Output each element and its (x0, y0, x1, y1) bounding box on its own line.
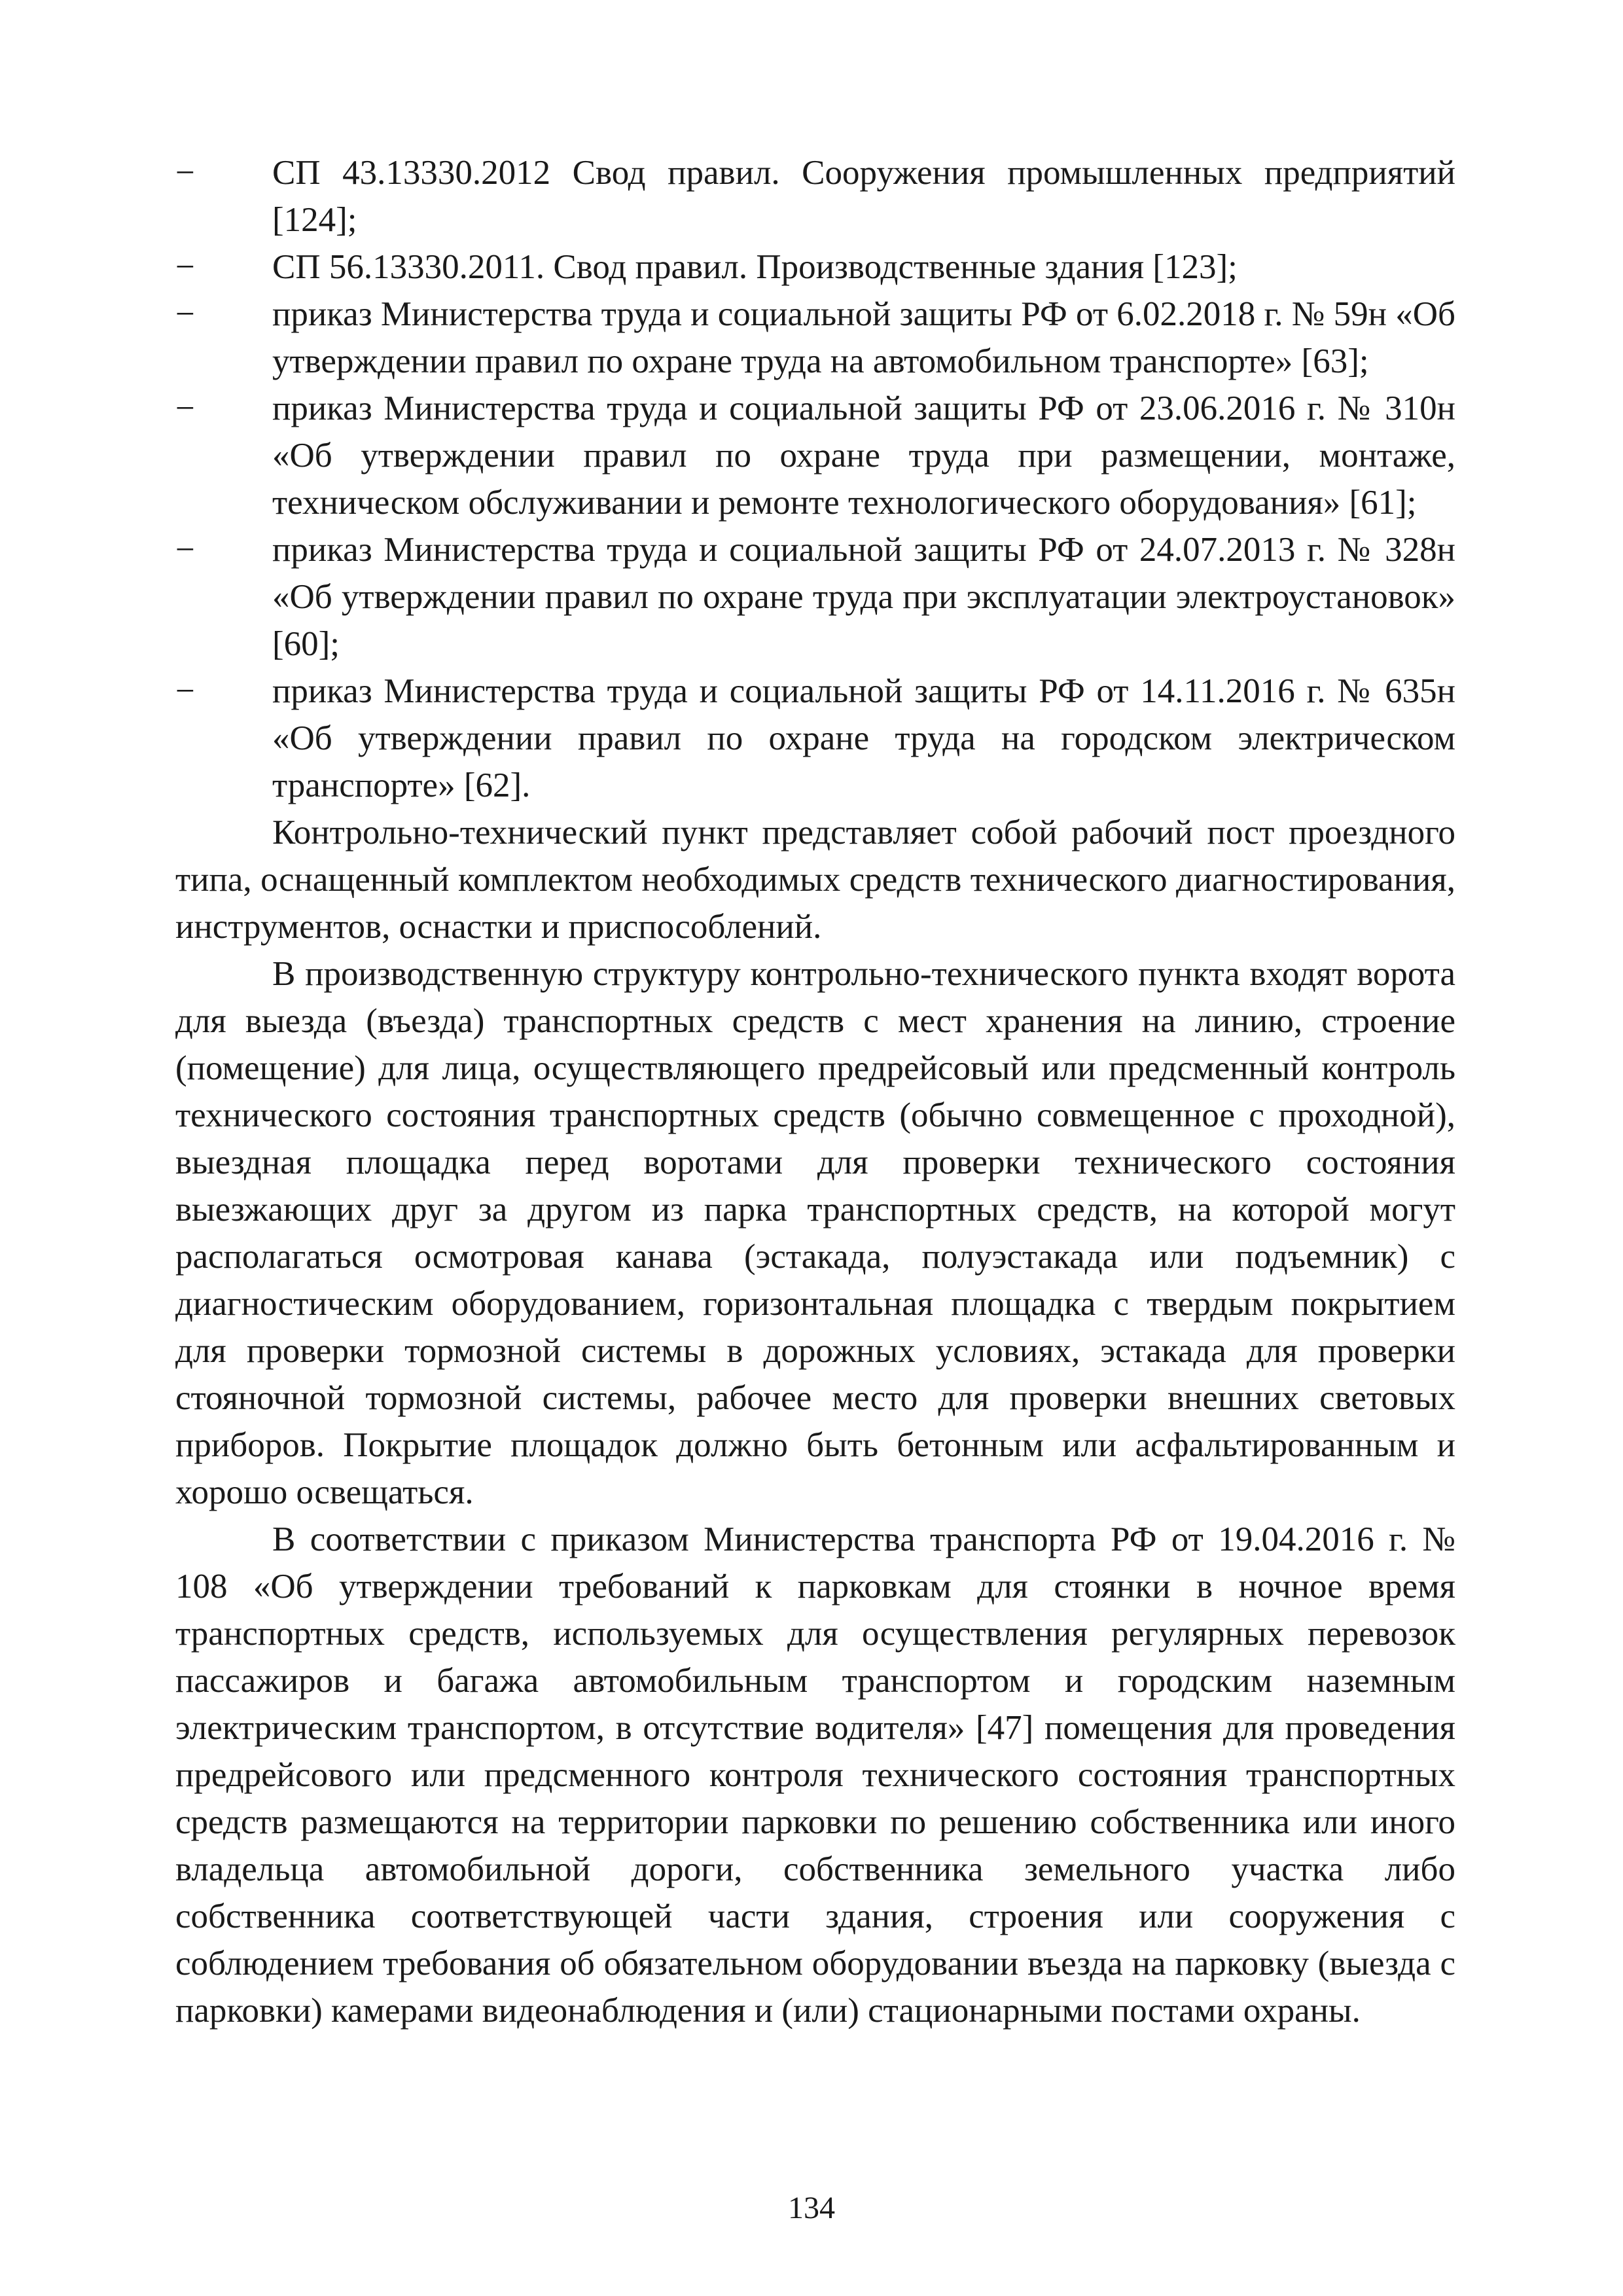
list-item-text: приказ Министерства труда и социальной защиты РФ от 14.11.2016 г. № 635н «Об утверждении правил по охране труда на городском электрическом транспорте» [62]. (272, 672, 1455, 804)
list-item-text: СП 43.13330.2012 Свод правил. Сооружения промышленных предприятий [124]; (272, 154, 1455, 239)
bullet-dash: − (175, 295, 195, 333)
paragraph-checkpoint-definition: Контрольно-технический пункт представляет собой рабочий пост проездного типа, оснащенный комплектом необходимых средств технического диагностирования, инструментов, оснастки и приспособлений. (175, 814, 1455, 946)
list-item-text: приказ Министерства труда и социальной защиты РФ от 24.07.2013 г. № 328н «Об утверждении правил по охране труда при эксплуатации электроустановок» [60]; (272, 531, 1455, 663)
paragraph-checkpoint-structure: В производственную структуру контрольно-технического пункта входят ворота для выезда (въезда) транспортных средств с мест хранения на линию, строение (помещение) для лица, осуществляющего предрейсовый или предсменный контроль технического состояния транспортных средств (обычно совмещенное с проходной), выездная площадка перед воротами для проверки технического состояния выезжающих друг за другом из парка транспортных средств, на которой могут располагаться осмотровая канава (эстакада, полуэстакада или подъемник) с диагностическим оборудованием, горизонтальная площадка с твердым покрытием для проверки тормозной системы в дорожных условиях, эстакада для проверки стояночной тормозной системы, рабочее место для проверки внешних световых приборов. Покрытие площадок должно быть бетонным или асфальтированным и хорошо освещаться. (175, 955, 1455, 1511)
bullet-dash: − (175, 154, 195, 192)
bullet-dash: − (175, 248, 195, 286)
paragraph-parking-requirements: В соответствии с приказом Министерства транспорта РФ от 19.04.2016 г. № 108 «Об утверждении требований к парковкам для стоянки в ночное время транспортных средств, используемых для осуществления регулярных перевозок пассажиров и багажа автомобильным транспортом и городским наземным электрическим транспортом, в отсутствие водителя» [47] помещения для проведения предрейсового или предсменного контроля технического состояния транспортных средств размещаются на территории парковки по решению собственника или иного владельца автомобильной дороги, собственника земельного участка либо собственника соответствующей части здания, строения или сооружения с соблюдением требования об обязательном оборудовании въезда на парковку (выезда с парковки) камерами видеонаблюдения и (или) стационарными постами охраны. (175, 1520, 1455, 2030)
list-item (175, 291, 1455, 385)
list-item (175, 668, 1455, 809)
bullet-dash: − (175, 672, 195, 710)
page-number: 134 (788, 2191, 835, 2225)
bullet-dash: − (175, 531, 195, 569)
regulations-list (175, 149, 1455, 809)
list-item (175, 526, 1455, 668)
list-item-text: приказ Министерства труда и социальной защиты РФ от 23.06.2016 г. № 310н «Об утверждении правил по охране труда при размещении, монтаже, техническом обслуживании и ремонте технологического оборудования» [61]; (272, 389, 1455, 522)
list-item (175, 385, 1455, 526)
list-item-text: СП 56.13330.2011. Свод правил. Производственные здания [123]; (272, 248, 1238, 286)
list-item (175, 243, 1455, 291)
bullet-dash: − (175, 389, 195, 427)
document-page (175, 149, 1455, 2034)
list-item-text: приказ Министерства труда и социальной защиты РФ от 6.02.2018 г. № 59н «Об утверждении правил по охране труда на автомобильном транспорте» [63]; (272, 295, 1455, 380)
list-item (175, 149, 1455, 243)
